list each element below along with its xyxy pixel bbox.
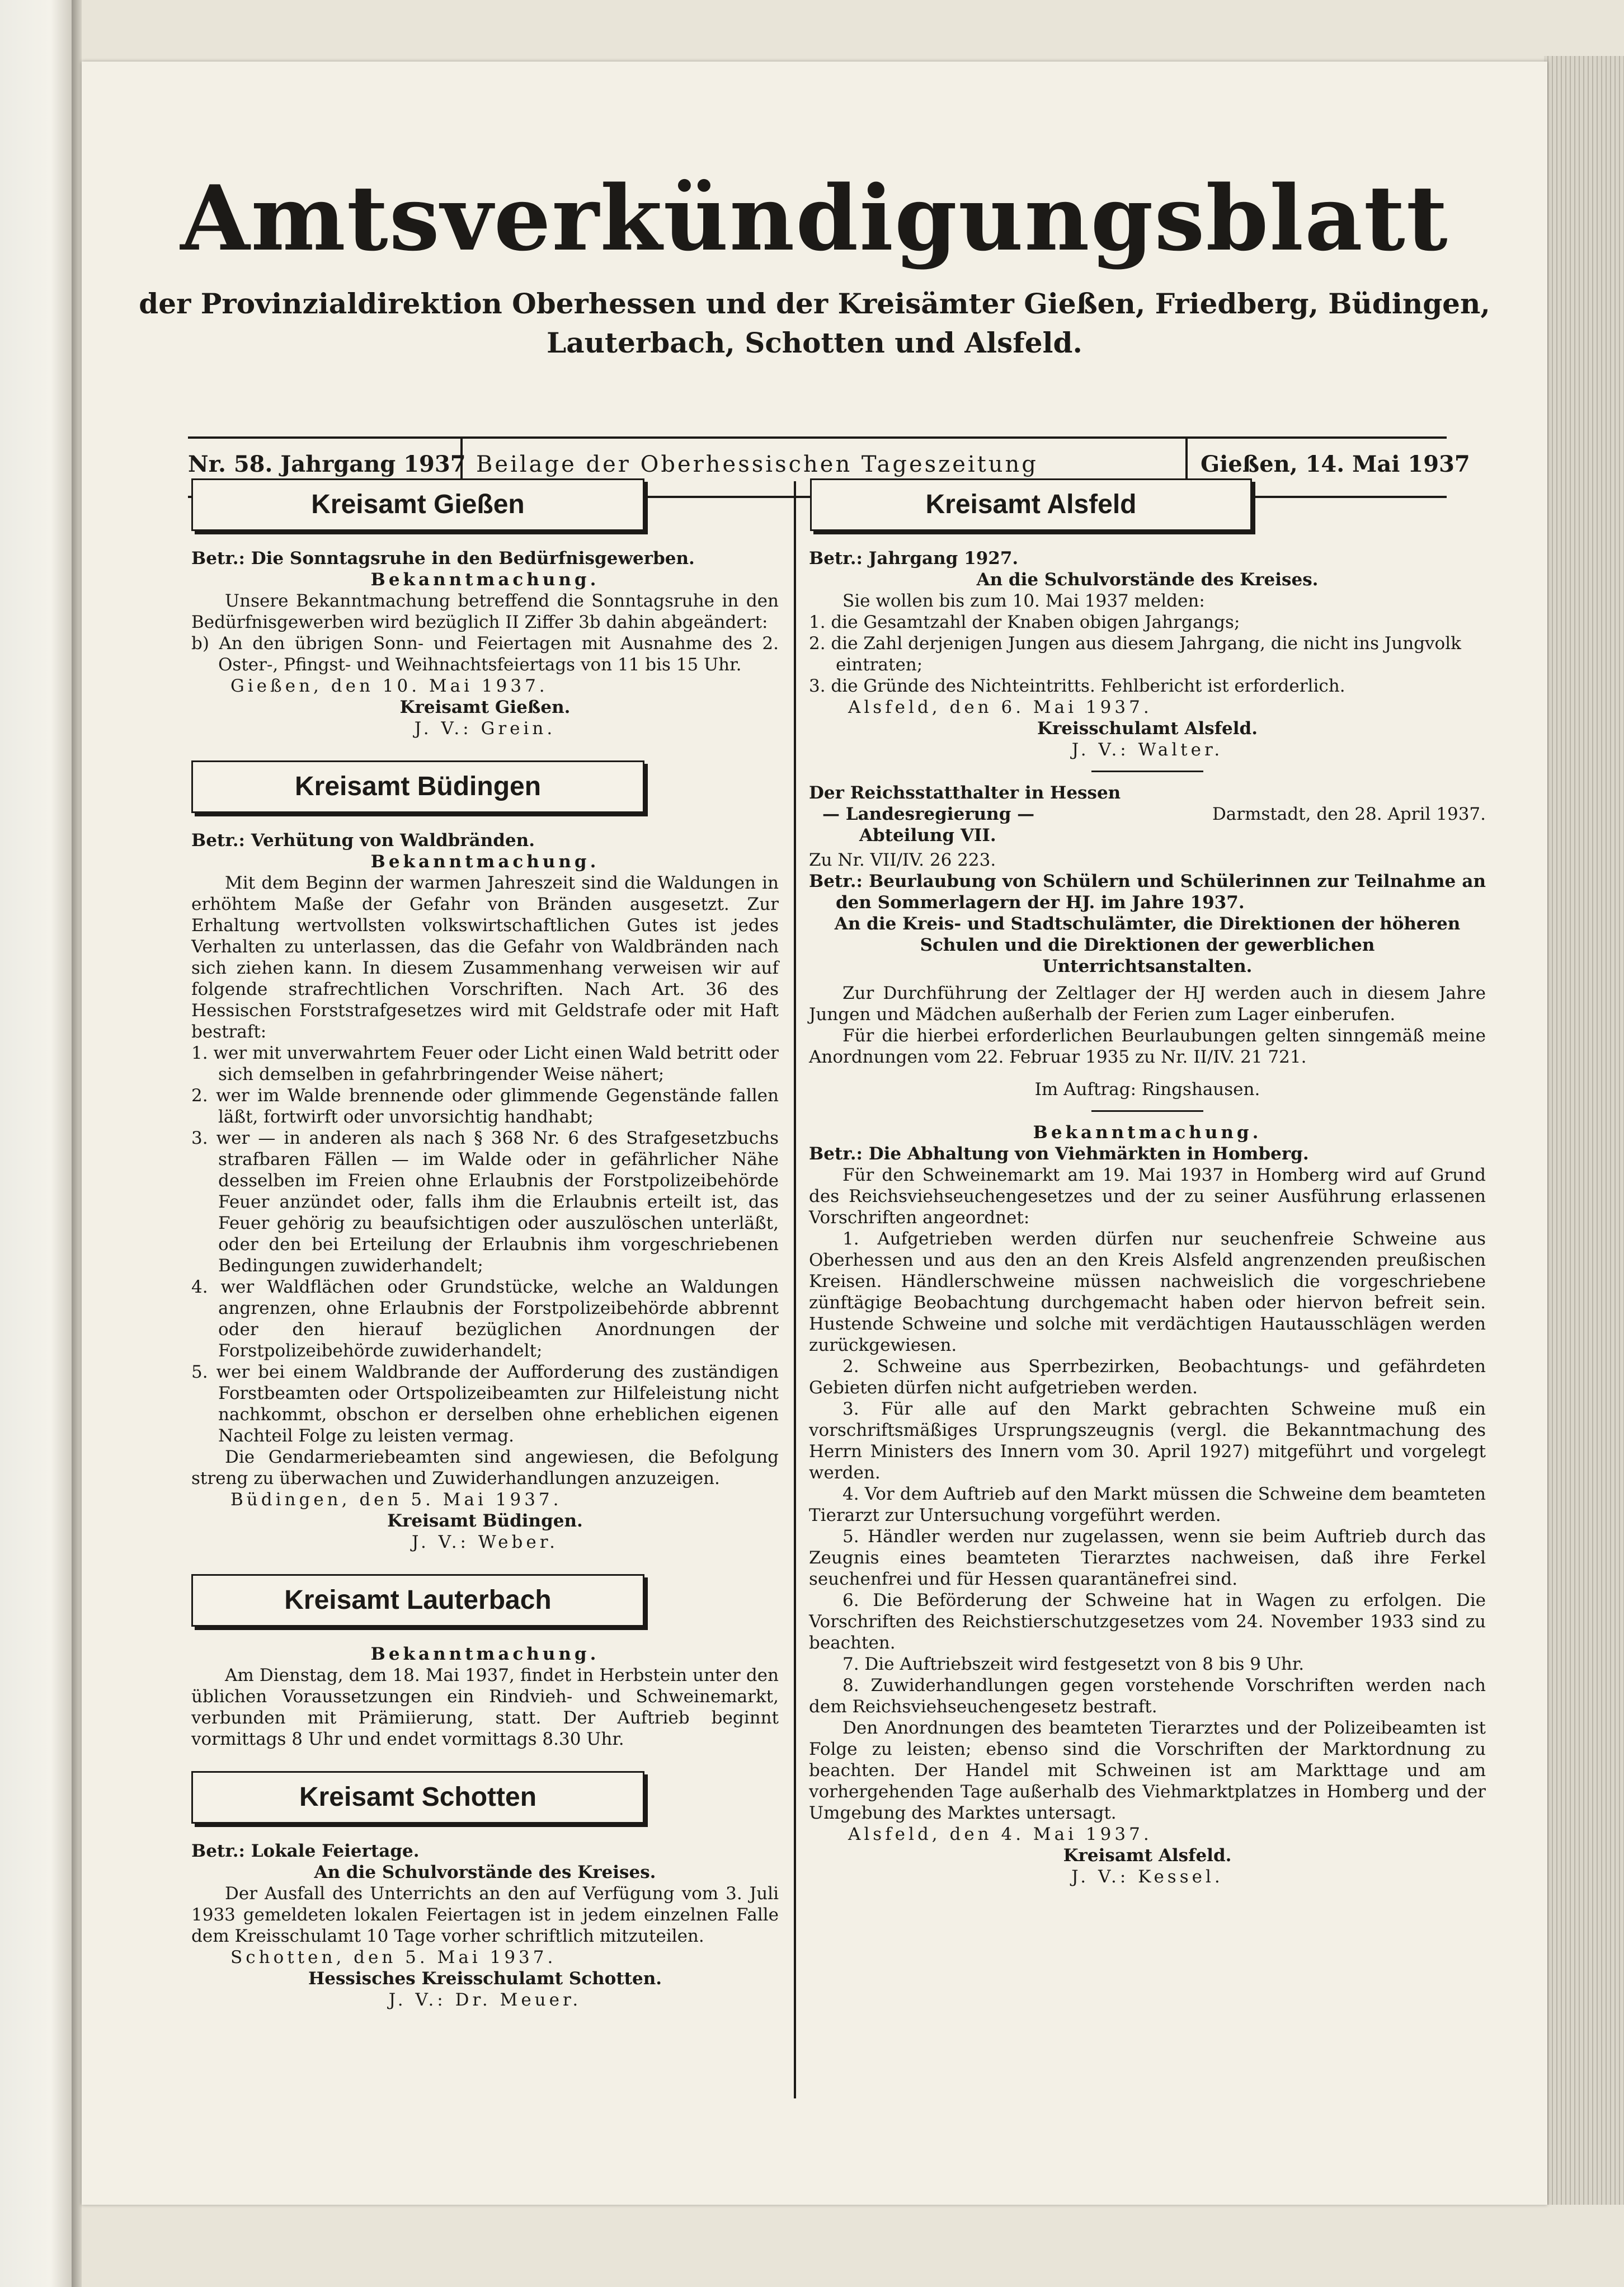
section-separator: [1091, 771, 1203, 772]
giessen-date: Gießen, den 10. Mai 1937.: [230, 676, 548, 696]
viehmarkt-office: Kreisamt Alsfeld.: [1063, 1845, 1232, 1866]
buedingen-item: 4. wer Waldflächen oder Grundstücke, welche an Waldungen angrenzen, ohne Erlaubnis der Forstpolizeibehörde abbrennt oder den hierauf bezüglichen Anordnungen der Forstpolizeibehörde zuwiderhandelt;: [191, 1277, 779, 1361]
alsfeld-signature: J. V.: Walter.: [1071, 740, 1223, 760]
giessen-announcement-label: Bekanntmachung.: [370, 570, 600, 590]
buedingen-item: 1. wer mit unverwahrtem Feuer oder Licht einen Wald betritt oder sich demselben in gefahrbringender Weise nähert;: [191, 1043, 779, 1084]
reich-signature: Im Auftrag: Ringshausen.: [1034, 1079, 1260, 1100]
viehmarkt-item: 2. Schweine aus Sperrbezirken, Beobachtungs- und gefährdeten Gebieten dürfen nicht aufgetrieben werden.: [809, 1356, 1486, 1398]
buedingen-item: 5. wer bei einem Waldbrande der Aufforderung des zuständigen Forstbeamten oder Ortspolizeibeamten zur Hilfeleistung nicht nachkommt, obschon er derselben ohne erheblichen eigenen Nachteil Folge zu leisten vermag.: [191, 1362, 779, 1446]
masthead-subtitle-line1: der Provinzialdirektion Oberhessen und der Kreisämter Gießen, Friedberg, Büdingen,: [139, 287, 1490, 320]
giessen-amendment: b) An den übrigen Sonn- und Feiertagen mit Ausnahme des 2. Oster-, Pfingst- und Weihnachtsfeiertags von 11 bis 15 Uhr.: [191, 633, 779, 675]
alsfeld-addressee: An die Schulvorstände des Kreises.: [976, 570, 1319, 590]
section-separator: [1091, 1110, 1203, 1112]
binding-gutter: [72, 0, 82, 2287]
lauterbach-announcement-label: Bekanntmachung.: [370, 1644, 600, 1664]
left-page-margin: [0, 0, 73, 2287]
viehmarkt-signature: J. V.: Kessel.: [1071, 1867, 1223, 1887]
book-page-edges: [1544, 56, 1624, 2205]
reich-paragraph: Für die hierbei erforderlichen Beurlaubungen gelten sinngemäß meine Anordnungen vom 22. Februar 1935 zu Nr. II/IV. 21 721.: [809, 1026, 1486, 1067]
reich-reference: Zu Nr. VII/IV. 26 223.: [809, 850, 996, 870]
schotten-subject: Betr.: Lokale Feiertage.: [191, 1841, 420, 1861]
viehmarkt-paragraph: Den Anordnungen des beamteten Tierarztes und der Polizeibeamten ist Folge zu leisten; ebenso sind die Vorschriften der Marktordnung zu beachten. Der Handel mit Schweinen ist am Markttage und am vorhergehenden Tage außerhalb des Viehmarktplatzes in Homberg und der Umgebung des Marktes untersagt.: [809, 1718, 1486, 1823]
viehmarkt-item: 4. Vor dem Auftrieb auf den Markt müssen die Schweine dem beamteten Tierarzt zur Untersuchung vorgeführt werden.: [809, 1484, 1486, 1525]
viehmarkt-paragraph: Für den Schweinemarkt am 19. Mai 1937 in Homberg wird auf Grund des Reichsviehseuchengesetzes und der zu seiner Ausführung erlassenen Vorschriften angeordnet:: [809, 1165, 1486, 1228]
viehmarkt-item: 6. Die Beförderung der Schweine hat in Wagen zu erfolgen. Die Vorschriften des Reichstierschutzgesetzes vom 24. November 1933 sind zu beachten.: [809, 1590, 1486, 1653]
reich-sender-block: [809, 782, 1486, 849]
viehmarkt-item: 8. Zuwiderhandlungen gegen vorstehende Vorschriften werden nach dem Reichsviehseuchengesetz bestraft.: [809, 1675, 1486, 1717]
alsfeld-item: 1. die Gesamtzahl der Knaben obigen Jahrgangs;: [809, 612, 1240, 632]
giessen-signature: J. V.: Grein.: [414, 718, 556, 739]
left-column: [191, 478, 779, 2011]
alsfeld-date: Alsfeld, den 6. Mai 1937.: [848, 697, 1152, 717]
buedingen-signature: J. V.: Weber.: [412, 1532, 558, 1552]
heading-kreisamt-schotten: Kreisamt Schotten: [191, 1771, 644, 1824]
reich-paragraph: Zur Durchführung der Zeltlager der HJ werden auch in diesem Jahre Jungen und Mädchen außerhalb der Ferien zum Lager einberufen.: [809, 983, 1486, 1025]
masthead-subtitle-line2: Lauterbach, Schotten und Alsfeld.: [547, 326, 1082, 359]
alsfeld-office: Kreisschulamt Alsfeld.: [1037, 718, 1258, 739]
heading-kreisamt-giessen: Kreisamt Gießen: [191, 478, 644, 531]
issue-date: Gießen, 14. Mai 1937: [1201, 451, 1470, 477]
viehmarkt-item: 3. Für alle auf den Markt gebrachten Schweine muß ein vorschriftsmäßiges Ursprungszeugnis (vergl. die Bekanntmachung des Herrn Ministers des Innern vom 30. April 1927) mitgeführt und vorgelegt werden.: [809, 1399, 1486, 1483]
right-column: [809, 478, 1486, 1887]
giessen-paragraph: Unsere Bekanntmachung betreffend die Sonntagsruhe in den Bedürfnisgewerben wird bezüglich II Ziffer 3b dahin abgeändert:: [191, 591, 779, 632]
giessen-subject: Betr.: Die Sonntagsruhe in den Bedürfnisgewerben.: [191, 548, 695, 569]
alsfeld-paragraph: Sie wollen bis zum 10. Mai 1937 melden:: [842, 591, 1205, 611]
reich-sender-line3: Abteilung VII.: [859, 825, 996, 846]
buedingen-paragraph: Mit dem Beginn der warmen Jahreszeit sind die Waldungen in erhöhtem Maße der Gefahr von Bränden ausgesetzt. Zur Erhaltung wertvollsten volkswirtschaftlichen Gutes ist jedes Verhalten zu unterlassen, das die Gefahr von Waldbränden nach sich ziehen kann. In diesem Zusammenhang verweisen wir auf folgende strafrechtlichen Vorschriften. Nach Art. 36 des Hessischen Forststrafgesetzes wird mit Geldstrafe oder mit Haft bestraft:: [191, 873, 779, 1042]
reich-place-date: Darmstadt, den 28. April 1937.: [1212, 804, 1486, 824]
schotten-date: Schotten, den 5. Mai 1937.: [230, 1947, 557, 1967]
viehmarkt-date: Alsfeld, den 4. Mai 1937.: [848, 1824, 1152, 1844]
supplement-note: Beilage der Oberhessischen Tageszeitung: [476, 452, 1038, 477]
buedingen-announcement-label: Bekanntmachung.: [370, 852, 600, 872]
heading-kreisamt-alsfeld: Kreisamt Alsfeld: [810, 478, 1252, 531]
schotten-addressee: An die Schulvorstände des Kreises.: [314, 1862, 656, 1882]
buedingen-item: 3. wer — in anderen als nach § 368 Nr. 6 des Strafgesetzbuchs strafbaren Fällen — im Walde oder in gefährlicher Nähe desselben im Freien ohne Erlaubnis der Forstpolizeibehörde Feuer anzündet oder, falls ihm die Erlaubnis erteilt ist, das Feuer gehörig zu beaufsichtigen oder auszulöschen unterläßt, oder den bei Erteilung der Erlaubnis ihm vorgeschriebenen Bedingungen zuwiderhandelt;: [191, 1128, 779, 1276]
buedingen-subject: Betr.: Verhütung von Waldbränden.: [191, 830, 535, 851]
masthead-title: Amtsverkündigungsblatt: [180, 166, 1449, 271]
heading-kreisamt-buedingen: Kreisamt Büdingen: [191, 760, 644, 813]
lauterbach-paragraph: Am Dienstag, dem 18. Mai 1937, findet in Herbstein unter den üblichen Voraussetzungen ein Rindvieh- und Schweinemarkt, verbunden mit Prämiierung, statt. Der Auftrieb beginnt vormittags 8 Uhr und endet vormittags 8.30 Uhr.: [191, 1665, 779, 1749]
reich-addressee: An die Kreis- und Stadtschulämter, die Direktionen der höheren Schulen und die Direktionen der gewerblichen Unterrichtsanstalten.: [834, 914, 1461, 976]
buedingen-office: Kreisamt Büdingen.: [387, 1511, 583, 1531]
heading-kreisamt-lauterbach: Kreisamt Lauterbach: [191, 1574, 644, 1627]
alsfeld-item: 2. die Zahl derjenigen Jungen aus diesem Jahrgang, die nicht ins Jungvolk eintraten;: [809, 633, 1461, 675]
giessen-office: Kreisamt Gießen.: [399, 697, 571, 717]
viehmarkt-item: 5. Händler werden nur zugelassen, wenn sie beim Auftrieb durch das Zeugnis eines beamteten Tierarztes nachweisen, daß ihre Ferkel seuchenfrei und für Hessen quarantänefrei sind.: [809, 1527, 1486, 1589]
buedingen-item: 2. wer im Walde brennende oder glimmende Gegenstände fallen läßt, fortwirft oder unvorsichtig handhabt;: [191, 1086, 779, 1127]
schotten-paragraph: Der Ausfall des Unterrichts an den auf Verfügung vom 3. Juli 1933 gemeldeten lokalen Feiertagen ist in jedem einzelnen Falle dem Kreisschulamt 10 Tage vorher schriftlich mitzuteilen.: [191, 1884, 779, 1946]
alsfeld-subject: Betr.: Jahrgang 1927.: [809, 548, 1019, 569]
schotten-office: Hessisches Kreisschulamt Schotten.: [308, 1969, 662, 1989]
reich-sender-line1: Der Reichsstatthalter in Hessen: [809, 783, 1121, 803]
reich-subject: Betr.: Beurlaubung von Schülern und Schülerinnen zur Teilnahme an den Sommerlagern der HJ. im Jahre 1937.: [809, 871, 1486, 913]
column-divider: [794, 481, 796, 2098]
buedingen-date: Büdingen, den 5. Mai 1937.: [230, 1490, 562, 1510]
info-bar-top-rule: [188, 436, 1447, 439]
alsfeld-item: 3. die Gründe des Nichteintritts. Fehlbericht ist erforderlich.: [809, 676, 1345, 696]
viehmarkt-item: 7. Die Auftriebszeit wird festgesetzt von 8 bis 9 Uhr.: [842, 1654, 1305, 1674]
buedingen-paragraph: Die Gendarmeriebeamten sind angewiesen, die Befolgung streng zu überwachen und Zuwiderhandlungen anzuzeigen.: [191, 1447, 779, 1488]
viehmarkt-item: 1. Aufgetrieben werden dürfen nur seuchenfreie Schweine aus Oberhessen und aus den an den Kreis Alsfeld angrenzenden preußischen Kreisen. Händlerschweine müssen nachweislich die vorgeschriebene zünftägige Beobachtung durchgemacht haben oder hiervon befreit sein. Hustende Schweine und solche mit verdächtigen Hautausschlägen werden zurückgewiesen.: [809, 1229, 1486, 1355]
schotten-signature: J. V.: Dr. Meuer.: [388, 1990, 582, 2010]
viehmarkt-announcement-label: Bekanntmachung.: [1033, 1123, 1262, 1143]
newspaper-page: [82, 62, 1547, 2205]
reich-sender-line2: — Landesregierung —: [822, 804, 1035, 824]
viehmarkt-subject: Betr.: Die Abhaltung von Viehmärkten in Homberg.: [809, 1144, 1309, 1164]
issue-number: Nr. 58. Jahrgang 1937: [188, 451, 466, 477]
